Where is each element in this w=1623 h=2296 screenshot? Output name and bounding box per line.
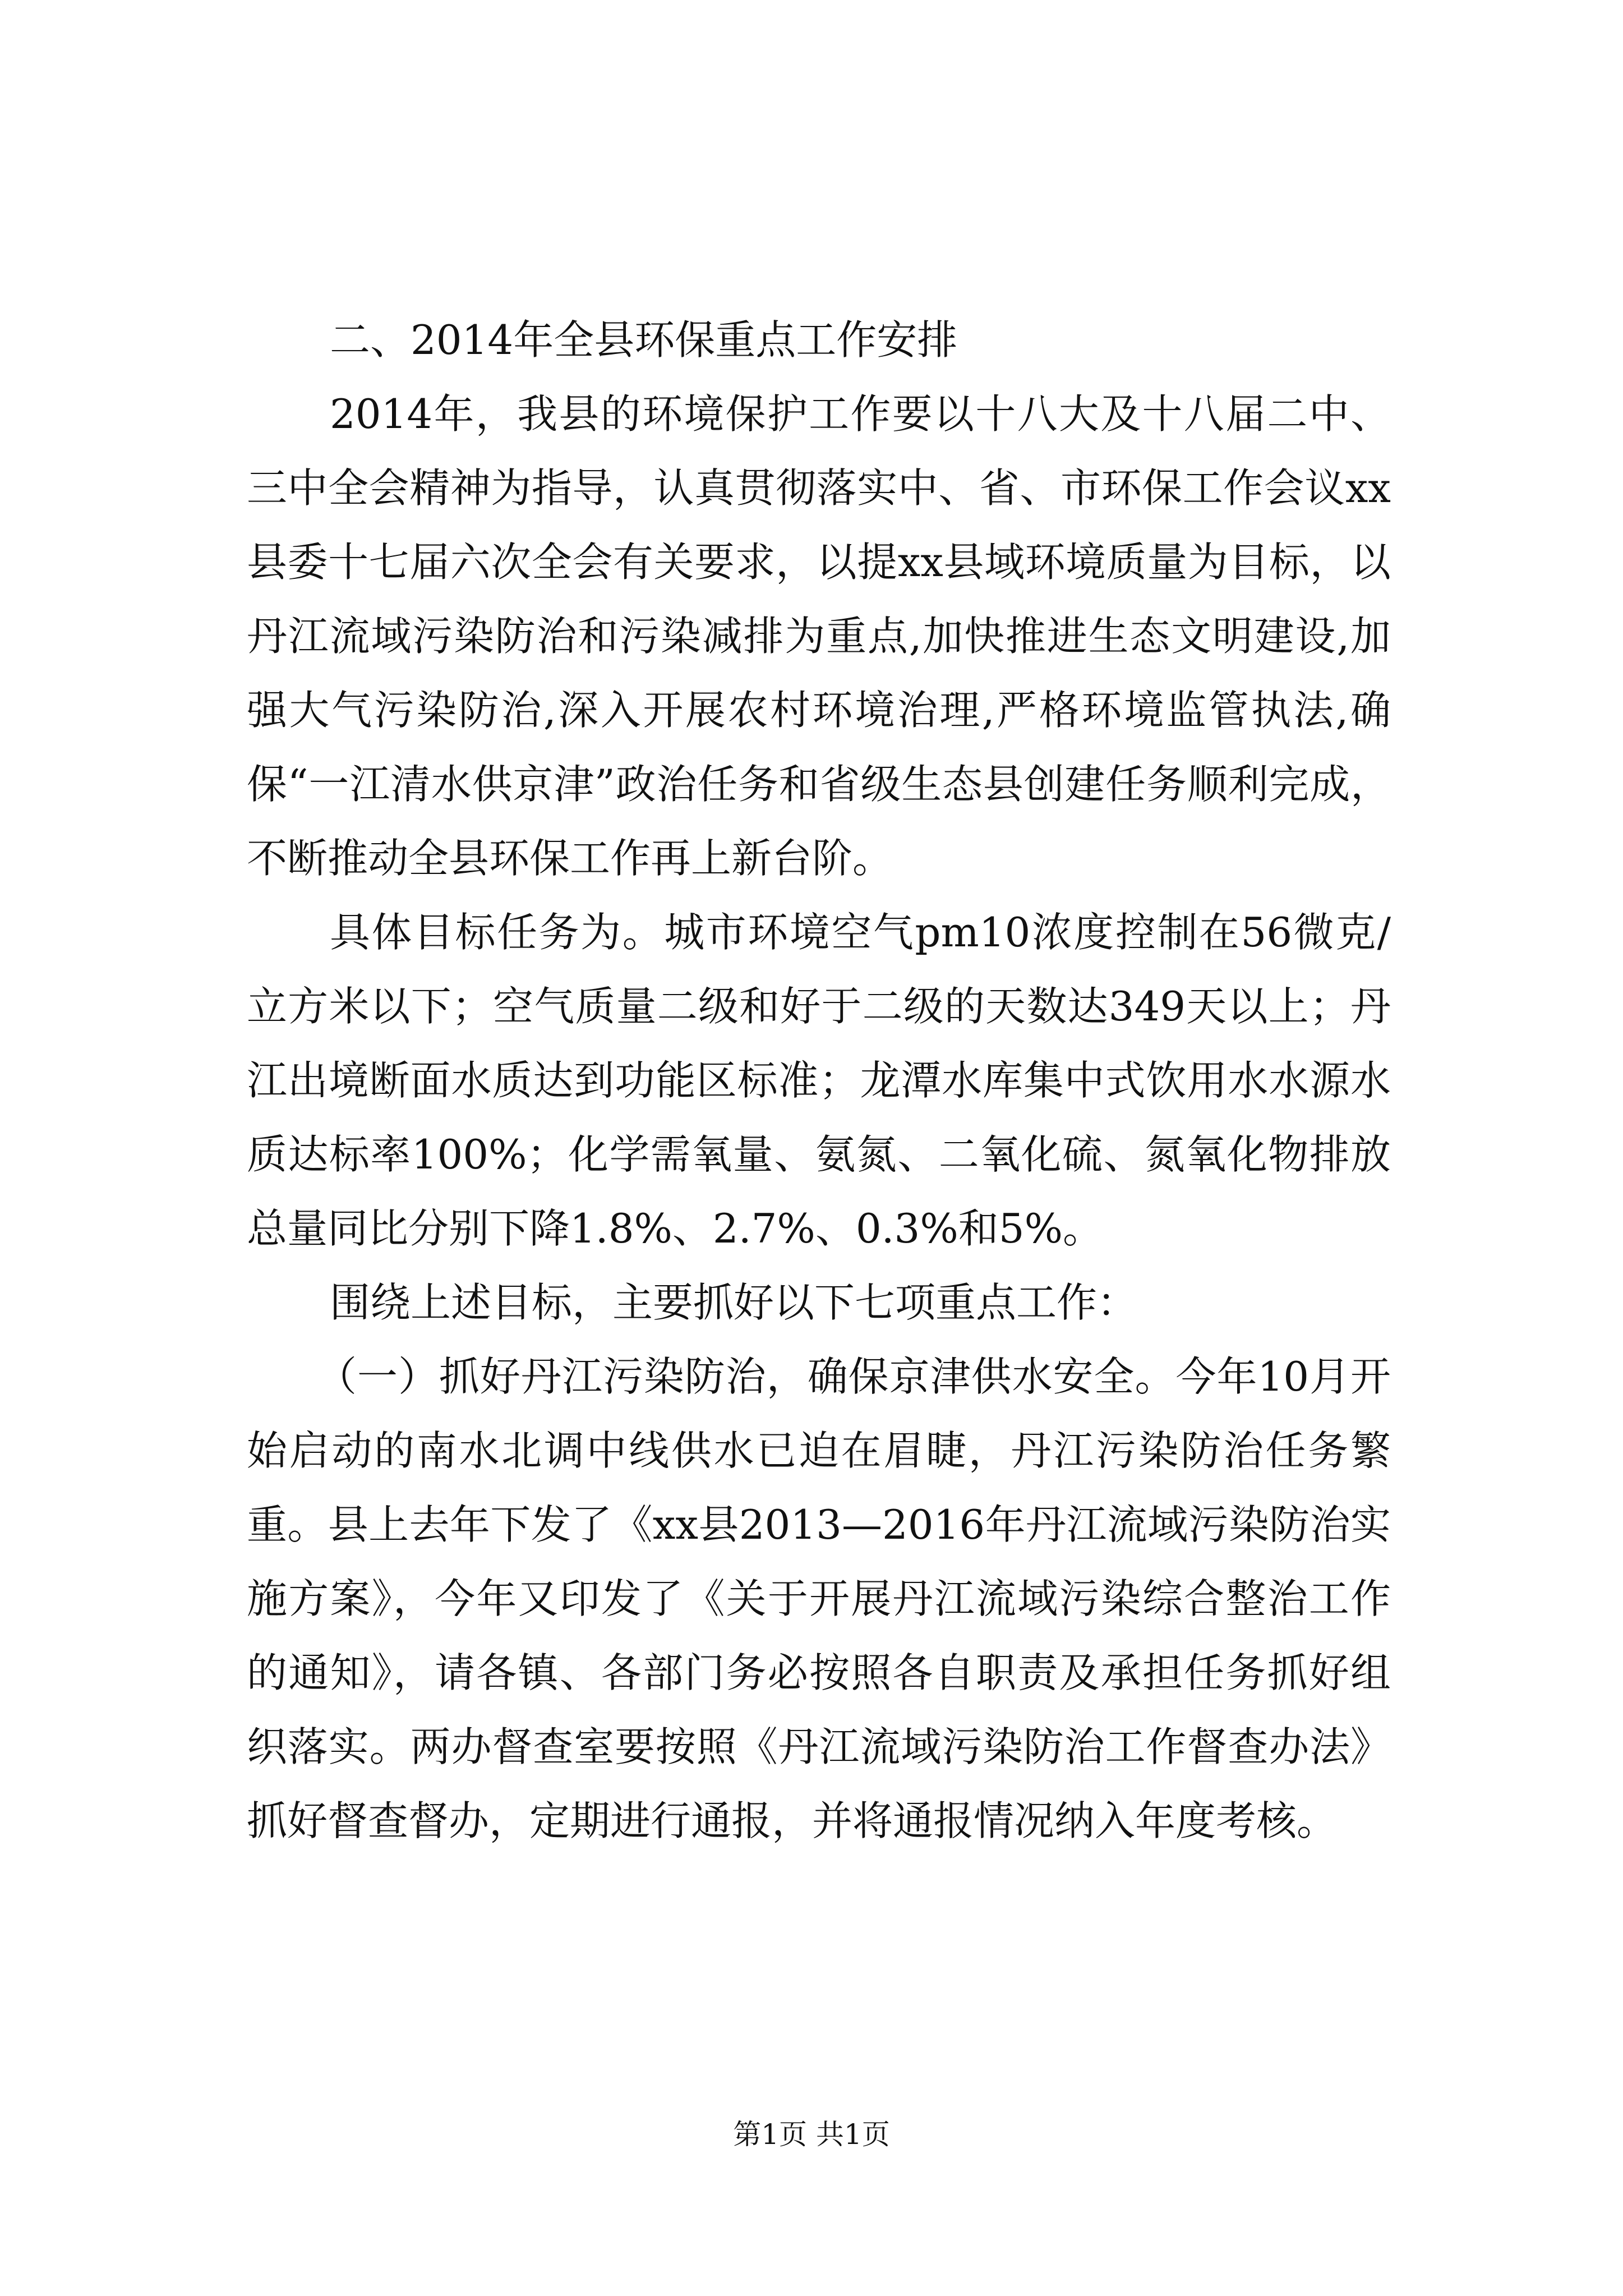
paragraph-task-one: （一）抓好丹江污染防治，确保京津供水安全。今年10月开始启动的南水北调中线供水已迫在眉睫，丹江污染防治任务繁重。县上去年下发了《xx县2013—2016年丹江流域污染防治实施方案》，今年又印发了《关于开展丹江流域污染综合整治工作的通知》，请各镇、各部门务必按照各自职责及承担任务抓好组织落实。两办督查室要按照《丹江流域污染防治工作督查办法》抓好督查督办，定期进行通报，并将通报情况纳入年度考核。 xyxy=(247,1353,1391,1844)
document-body xyxy=(247,303,1391,1858)
paragraph-targets: 具体目标任务为。城市环境空气pm10浓度控制在56微克/立方米以下；空气质量二级和好于二级的天数达349天以上；丹江出境断面水质达到功能区标准；龙潭水库集中式饮用水水源水质达标率100%；化学需氧量、氨氮、二氧化硫、氮氧化物排放总量同比分别下降1.8%、2.7%、0.3%和5%。 xyxy=(247,909,1391,1252)
section-heading: 二、2014年全县环保重点工作安排 xyxy=(330,316,958,364)
page-footer: 第1页 共1页 xyxy=(733,2118,890,2151)
paragraph-tasks-lead: 围绕上述目标，主要抓好以下七项重点工作： xyxy=(330,1279,1138,1326)
paragraph-intro: 2014年，我县的环境保护工作要以十八大及十八届二中、三中全会精神为指导，认真贯彻落实中、省、市环保工作会议xx县委十七届六次全会有关要求，以提xx县域环境质量为目标，以丹江流域污染防治和污染减排为重点,加快推进生态文明建设,加强大气污染防治,深入开展农村环境治理,严格环境监管执法,确保“一江清水供京津”政治任务和省级生态县创建任务顺利完成，不断推动全县环保工作再上新台阶。 xyxy=(247,390,1391,882)
